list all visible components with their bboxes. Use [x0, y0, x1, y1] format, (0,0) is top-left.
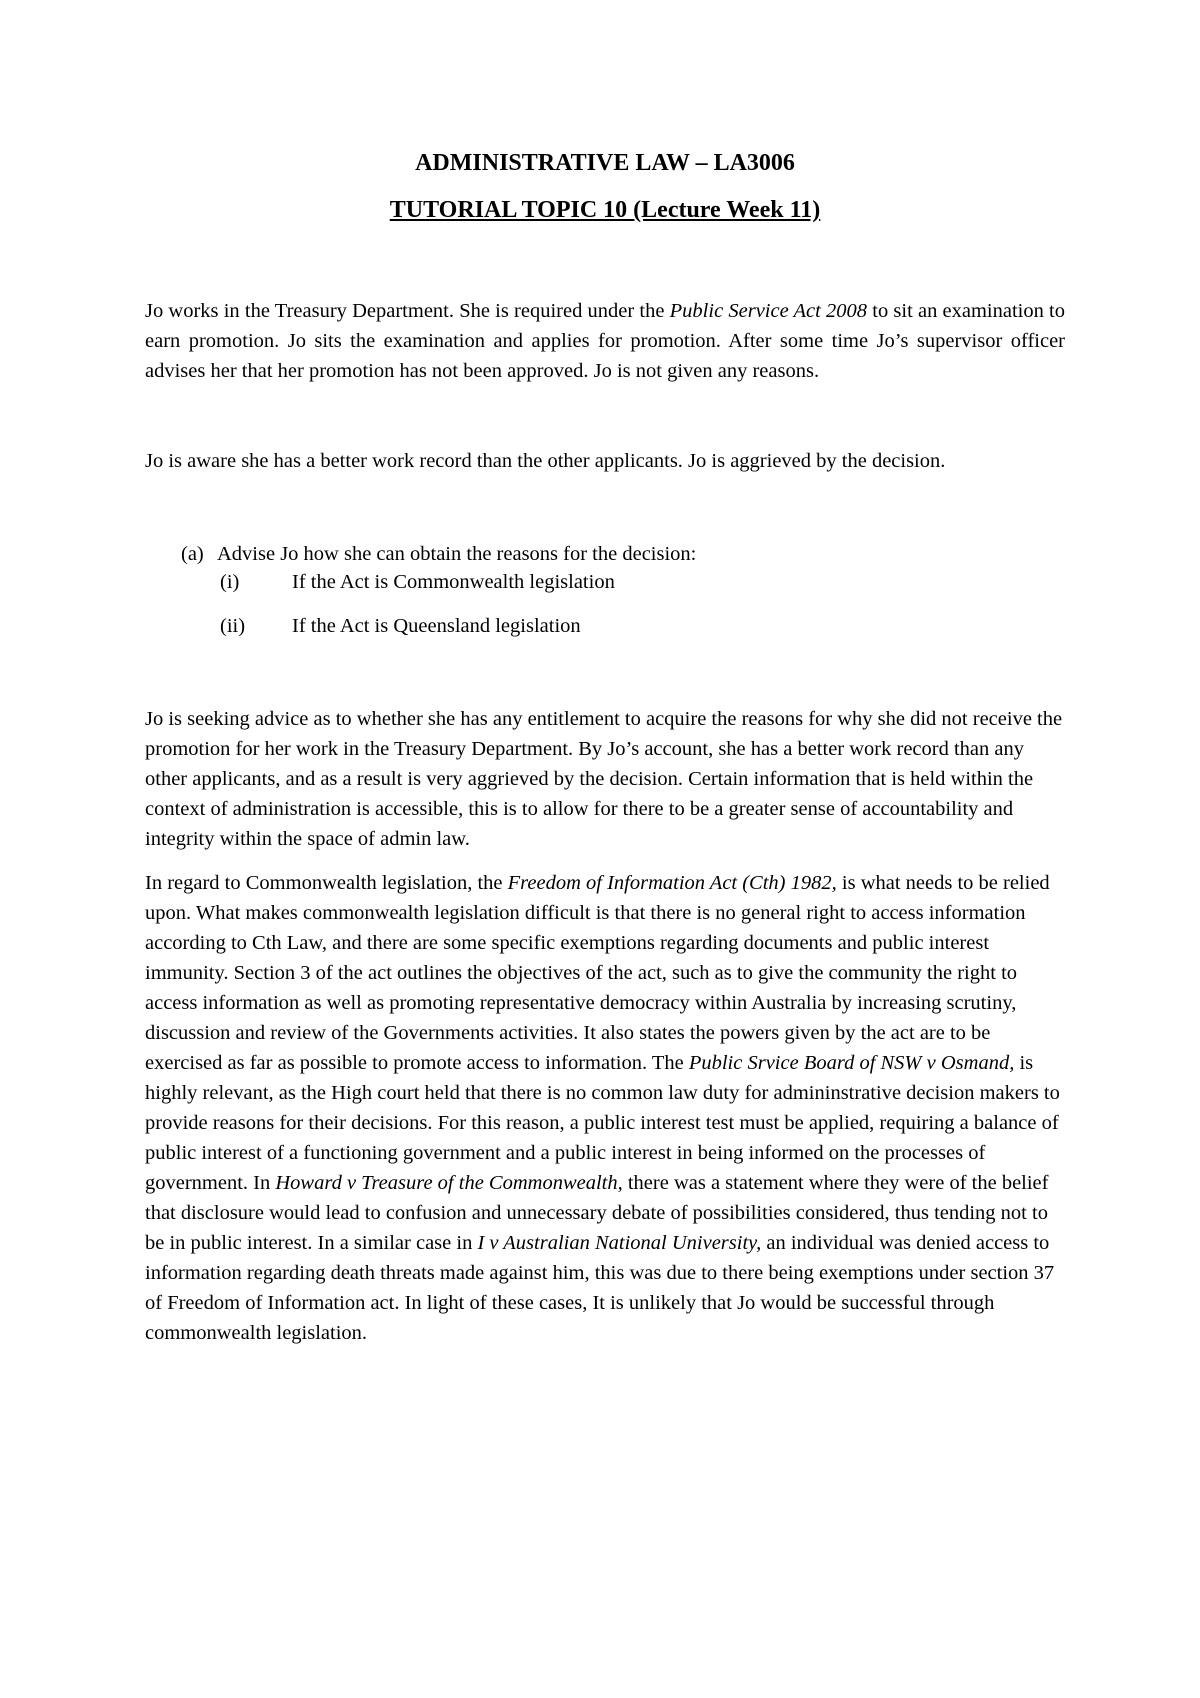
- case-citation: Public Srvice Board of NSW v Osmand,: [688, 1052, 1015, 1074]
- document-page: [145, 140, 1065, 1348]
- scenario-paragraph-1: [145, 296, 1065, 386]
- scenario-text: Jo works in the Treasury Department. She is required under the: [145, 300, 670, 322]
- question-ii-text: If the Act is Queensland legislation: [292, 615, 581, 637]
- question-a-text: Advise Jo how she can obtain the reasons for the decision:: [217, 543, 697, 565]
- question-i-marker: (i): [220, 571, 240, 593]
- question-ii-marker: (ii): [220, 615, 246, 637]
- document-subtitle: TUTORIAL TOPIC 10 (Lecture Week 11): [389, 197, 821, 223]
- question-a-marker: (a): [181, 543, 204, 565]
- act-name: Public Service Act 2008: [669, 300, 868, 322]
- question-i-text: If the Act is Commonwealth legislation: [292, 571, 615, 593]
- scenario-paragraph-2: Jo is aware she has a better work record than the other applicants. Jo is aggrieved by the decision.: [145, 450, 946, 472]
- question-ii: [145, 612, 1065, 640]
- question-block: [145, 540, 1065, 640]
- answer-text: an individual was denied access to information regarding death threats made against him, this was due to there being exemptions under section 37 of Freedom of Information act. In light of these cases, It is unlikely that Jo would be successful through commonwealth legislation.: [145, 1232, 1055, 1344]
- question-i: [145, 568, 1065, 596]
- answer-text: is what needs to be relied upon. What makes commonwealth legislation difficult is that there is no general right to access information according to Cth Law, and there are some specific exemptions regarding documents and public interest immunity. Section 3 of the act outlines the objectives of the act, such as to give the community the right to access information as well as promoting representative democracy within Australia by increasing scrutiny, discussion and review of the Governments activities. It also states the powers given by the act are to be exercised as far as possible to promote access to information. The: [145, 872, 1050, 1074]
- scenario-text: to sit an examination to earn promotion. Jo sits the examination and applies for promotion. After some time Jo’s supervisor officer advises her that her promotion has not been approved. Jo is not given any reasons.: [145, 300, 1065, 382]
- case-citation: Howard v Treasure of the Commonwealth,: [275, 1172, 623, 1194]
- question-a: [145, 540, 1065, 568]
- answer-text: there was a statement where they were of the belief that disclosure would lead to confusion and unnecessary debate of possibilities considered, thus tending not to be in public interest. In a similar case in: [145, 1172, 1049, 1254]
- case-citation: I v Australian National University,: [477, 1232, 762, 1254]
- document-title: ADMINISTRATIVE LAW – LA3006: [415, 150, 795, 176]
- answer-paragraph-1: Jo is seeking advice as to whether she has any entitlement to acquire the reasons for why she did not receive the promotion for her work in the Treasury Department. By Jo’s account, she has a better work record than any other applicants, and as a result is very aggrieved by the decision. Certain information that is held within the context of administration is accessible, this is to allow for there to be a greater sense of accountability and integrity within the space of admin law.: [145, 708, 1063, 850]
- answer-text: In regard to Commonwealth legislation, the: [145, 872, 508, 894]
- answer-paragraph-2: [145, 868, 1065, 1348]
- case-citation: Freedom of Information Act (Cth) 1982,: [507, 872, 837, 894]
- answer-text: is highly relevant, as the High court held that there is no common law duty for admininstrative decision makers to provide reasons for their decisions. For this reason, a public interest test must be applied, requiring a balance of public interest of a functioning government and a public interest in being informed on the processes of government. In: [145, 1052, 1060, 1194]
